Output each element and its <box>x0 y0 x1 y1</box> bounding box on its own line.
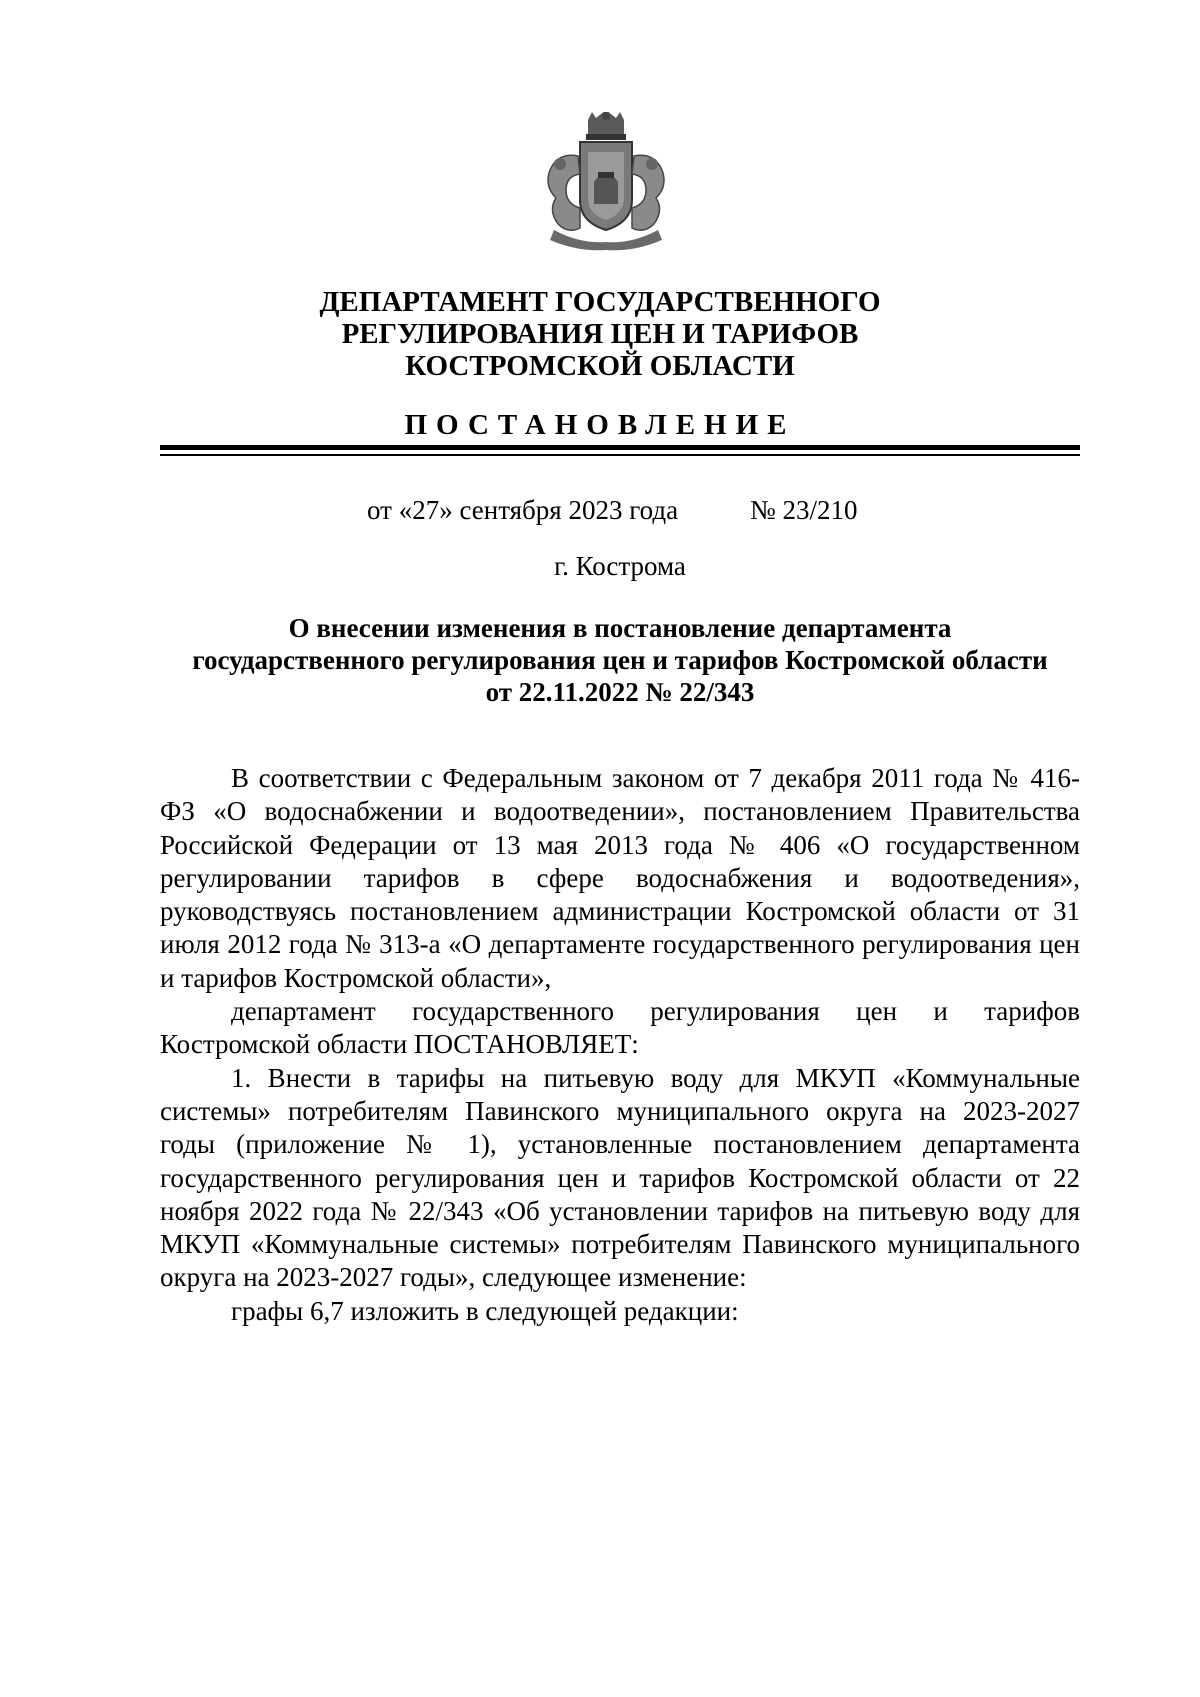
title-line: государственного регулирования цен и тарифов Костромской области <box>192 645 1048 675</box>
title-line: от 22.11.2022 № 22/343 <box>485 677 755 707</box>
header-divider-thick <box>160 445 1080 450</box>
document-type: ПОСТАНОВЛЕНИЕ <box>404 409 796 441</box>
body-paragraph: графы 6,7 изложить в следующей редакции: <box>231 1295 739 1326</box>
document-body <box>160 762 1080 1328</box>
department-name <box>160 286 1040 382</box>
body-paragraph: В соответствии с Федеральным законом от 7 декабря 2011 года № 416-ФЗ «О водоснабжении и водоотведении», постановлением Правительства Российской Федерации от 13 мая 2013 года № 406 «О государственном регулировании тарифов в сфере водоснабжения и водоотведения», руководствуясь постановлением администрации Костромской области от 31 июля 2012 года № 313-а «О департаменте государственного регулирования цен и тарифов Костромской области», <box>160 763 1080 993</box>
header-divider-thin <box>160 454 1080 456</box>
body-paragraph: департамент государственного регулирования цен и тарифов Костромской области ПОСТАНОВЛЯЕТ: <box>160 996 1080 1060</box>
document-date: от «27» сентября 2023 года <box>367 495 679 525</box>
body-paragraph: 1. Внести в тарифы на питьевую воду для МКУП «Коммунальные системы» потребителям Павинского муниципального округа на 2023-2027 годы (приложение № 1), установленные постановлением департамента государственного регулирования цен и тарифов Костромской области от 22 ноября 2022 года № 22/343 «Об установлении тарифов на питьевую воду для МКУП «Коммунальные системы» потребителям Павинского муниципального округа на 2023-2027 годы», следующее изменение: <box>160 1062 1080 1293</box>
department-line: КОСТРОМСКОЙ ОБЛАСТИ <box>405 350 795 382</box>
document-city: г. Кострома <box>554 551 686 581</box>
document-title <box>150 612 1090 708</box>
document-number: № 23/210 <box>750 495 858 525</box>
department-line: ДЕПАРТАМЕНТ ГОСУДАРСТВЕННОГО <box>319 286 881 318</box>
coat-of-arms-emblem <box>540 112 672 252</box>
department-line: РЕГУЛИРОВАНИЯ ЦЕН И ТАРИФОВ <box>341 318 859 350</box>
title-line: О внесении изменения в постановление департамента <box>288 613 952 643</box>
